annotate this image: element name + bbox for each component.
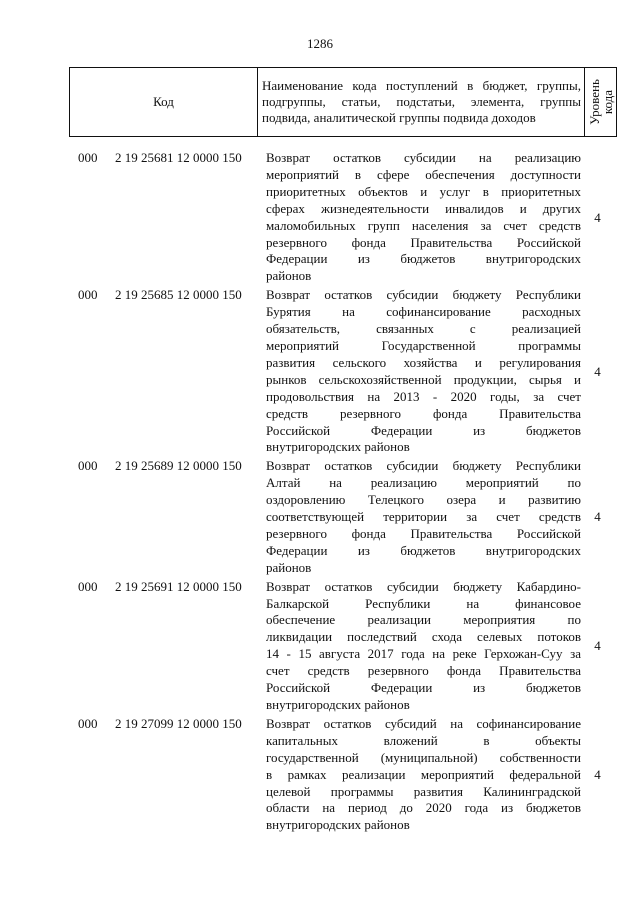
description-line: внутригородских районов [266, 697, 410, 712]
description-line: счет средств резервного фонда Правительства [266, 663, 581, 679]
page-number: 1286 [307, 36, 333, 51]
description-line: Российской Федерации из бюджетов [266, 680, 581, 696]
description-line: ликвидации последствий схода селевых потоков [266, 629, 581, 645]
row-code-prefix: 000 [78, 150, 98, 165]
row-level: 4 [594, 363, 601, 379]
description-line: маломобильных групп населения за счет средств [266, 217, 581, 233]
row-level: 4 [594, 509, 601, 525]
row-code: 2 19 27099 12 0000 150 [115, 715, 242, 731]
row-code-prefix: 000 [78, 458, 98, 474]
header-level-cell [585, 68, 617, 137]
description-line: Балкарской Республики на финансовое [266, 595, 581, 611]
description-line: продовольствия на 2013 - 2020 годы, за счет [266, 388, 581, 404]
description-line: районов [266, 268, 312, 284]
description-line: Российской Федерации из бюджетов [266, 422, 581, 438]
row-description [266, 716, 581, 834]
description-line: Федерации из бюджетов внутригородских [266, 251, 581, 267]
description-line: средств резервного фонда Правительства [266, 405, 581, 421]
description-line: целевой программы развития Калининградской [266, 783, 581, 799]
description-line: Федерации из бюджетов внутригородских [266, 542, 581, 558]
table-row [69, 458, 614, 576]
row-level: 4 [594, 767, 601, 783]
description-line: сферах жизнедеятельности инвалидов и других [266, 200, 581, 216]
description-line: рынков сельскохозяйственной продукции, сырья и [266, 371, 581, 387]
header-name-cell: Наименование кода поступлений в бюджет, группы, подгруппы, статьи, подстатьи, элемента, группы подвида, аналитической группы подвида доходов [258, 68, 585, 137]
row-code: 2 19 25681 12 0000 150 [115, 150, 242, 165]
description-line: Возврат остатков субсидий на софинансирование [266, 715, 581, 731]
description-line: области на период до 2020 года из бюджетов [266, 800, 581, 816]
description-line: оздоровлению Телецкого озера и развитию [266, 492, 581, 508]
row-code: 2 19 25689 12 0000 150 [115, 458, 242, 474]
description-line: обеспечение реализации мероприятия по [266, 612, 581, 628]
description-line: государственной (муниципальной) собственности [266, 749, 581, 765]
row-code: 2 19 25691 12 0000 150 [115, 578, 242, 594]
description-line: районов [266, 559, 312, 575]
row-code-prefix: 000 [78, 578, 98, 594]
row-code-prefix: 000 [78, 287, 98, 303]
description-line: соответствующей территории за счет средств [266, 509, 581, 525]
row-description [266, 579, 581, 714]
header-level-label: Уровень кода [586, 79, 615, 125]
description-line: Возврат остатков субсидии бюджету Республики [266, 287, 581, 303]
table-header [69, 67, 617, 137]
description-line: развития сельского хозяйства и регулирования [266, 354, 581, 370]
description-line: Бурятия на софинансирование расходных [266, 304, 581, 320]
row-level: 4 [594, 209, 601, 225]
header-code-cell: Код [70, 68, 258, 137]
row-description [266, 150, 581, 285]
description-line: резервного фонда Правительства Российской [266, 525, 581, 541]
table-row [69, 287, 614, 456]
description-line: Алтай на реализацию мероприятий по [266, 475, 581, 491]
description-line: в рамках реализации мероприятий федеральной [266, 766, 581, 782]
description-line: Возврат остатков субсидии на реализацию [266, 150, 581, 165]
row-code: 2 19 25685 12 0000 150 [115, 287, 242, 303]
description-line: капитальных вложений в объекты [266, 732, 581, 748]
description-line: Возврат остатков субсидии бюджету Республики [266, 458, 581, 474]
revenue-code-list [69, 150, 614, 836]
row-code-prefix: 000 [78, 715, 98, 731]
row-description [266, 287, 581, 456]
description-line: Возврат остатков субсидии бюджету Кабардино- [266, 578, 581, 594]
table-row [69, 150, 614, 285]
description-line: внутригородских районов [266, 439, 410, 455]
description-line: обязательств, связанных с реализацией [266, 321, 581, 337]
table-row [69, 716, 614, 834]
description-line: резервного фонда Правительства Российской [266, 234, 581, 250]
description-line: мероприятий Государственной программы [266, 337, 581, 353]
row-level: 4 [594, 638, 601, 654]
description-line: внутригородских районов [266, 817, 410, 833]
description-line: 14 - 15 августа 2017 года на реке Герхожан-Суу за [266, 646, 581, 662]
table-row [69, 579, 614, 714]
row-description [266, 458, 581, 576]
description-line: мероприятий в сфере обеспечения доступности [266, 166, 581, 182]
description-line: приоритетных объектов и услуг в приоритетных [266, 183, 581, 199]
